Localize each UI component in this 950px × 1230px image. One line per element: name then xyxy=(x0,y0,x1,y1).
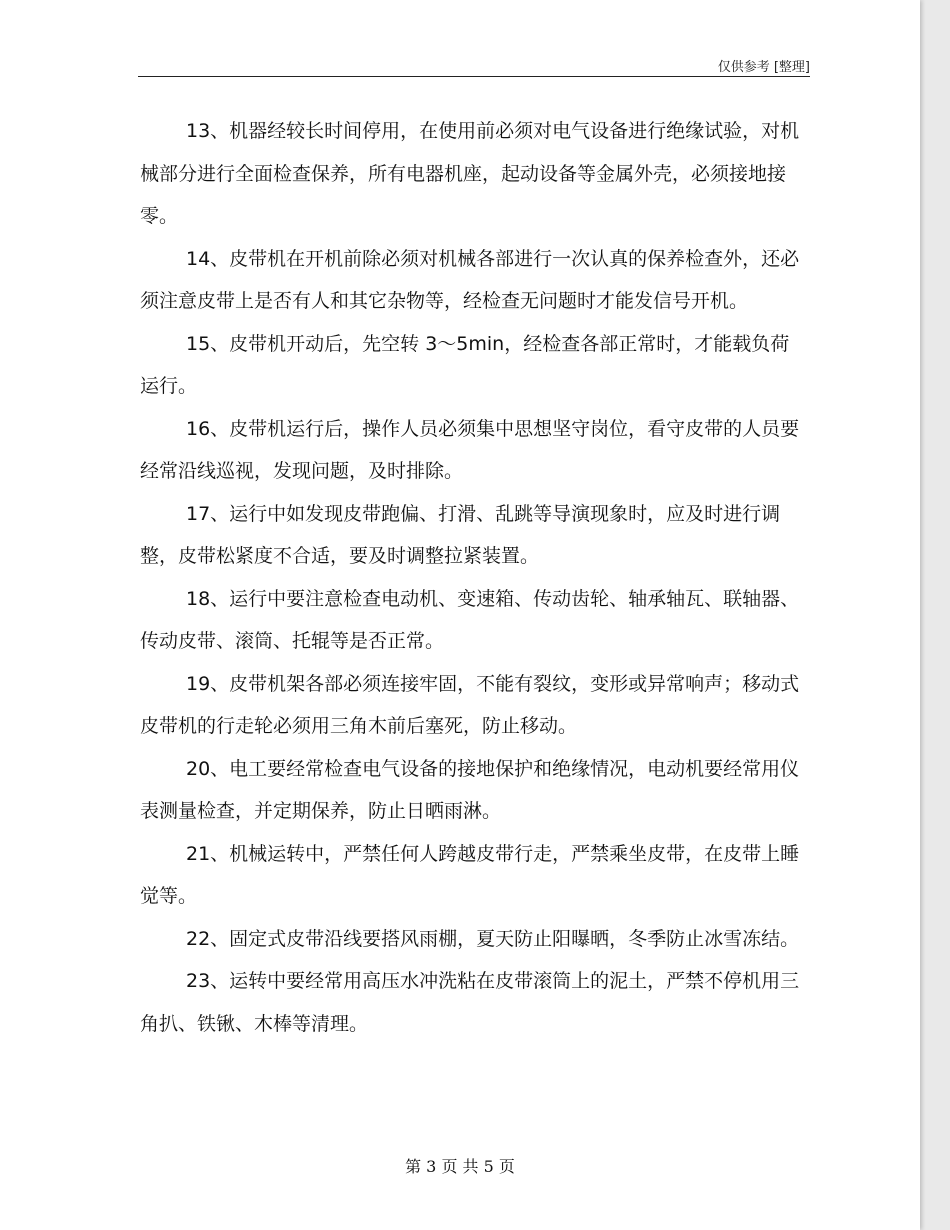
paragraph-16: 16、皮带机运行后，操作人员必须集中思想坚守岗位，看守皮带的人员要经常沿线巡视，发现问题，及时排除。 xyxy=(140,417,800,482)
header-note: 仅供参考 [整理] xyxy=(717,60,810,75)
paragraph-21: 21、机械运转中，严禁任何人跨越皮带行走，严禁乘坐皮带，在皮带上睡觉等。 xyxy=(140,842,800,907)
paragraph-22: 22、固定式皮带沿线要搭风雨棚，夏天防止阳曝晒，冬季防止冰雪冻结。 xyxy=(186,927,800,950)
paragraph-23: 23、运转中要经常用高压水冲洗粘在皮带滚筒上的泥土，严禁不停机用三角扒、铁锹、木棒等清理。 xyxy=(140,970,800,1035)
paragraph-20: 20、电工要经常检查电气设备的接地保护和绝缘情况，电动机要经常用仪表测量检查，并定期保养，防止日晒雨淋。 xyxy=(140,757,800,822)
paragraph-19: 19、皮带机架各部必须连接牢固，不能有裂纹，变形或异常响声；移动式皮带机的行走轮必须用三角木前后塞死，防止移动。 xyxy=(140,672,800,737)
paragraph-17: 17、运行中如发现皮带跑偏、打滑、乱跳等导演现象时，应及时进行调整，皮带松紧度不合适，要及时调整拉紧装置。 xyxy=(140,502,781,567)
paragraph-14: 14、皮带机在开机前除必须对机械各部进行一次认真的保养检查外，还必须注意皮带上是否有人和其它杂物等，经检查无问题时才能发信号开机。 xyxy=(140,247,800,312)
page-number: 第 3 页 共 5 页 xyxy=(405,1157,515,1176)
paragraph-18: 18、运行中要注意检查电动机、变速箱、传动齿轮、轴承轴瓦、联轴器、传动皮带、滚筒、托辊等是否正常。 xyxy=(140,587,800,652)
paragraph-13: 13、机器经较长时间停用，在使用前必须对电气设备进行绝缘试验，对机械部分进行全面检查保养，所有电器机座，起动设备等金属外壳，必须接地接零。 xyxy=(140,120,800,227)
header-divider xyxy=(138,76,810,77)
document-body xyxy=(140,110,808,1045)
paragraph-15: 15、皮带机开动后，先空转 3～5min，经检查各部正常时，才能载负荷运行。 xyxy=(140,332,790,397)
